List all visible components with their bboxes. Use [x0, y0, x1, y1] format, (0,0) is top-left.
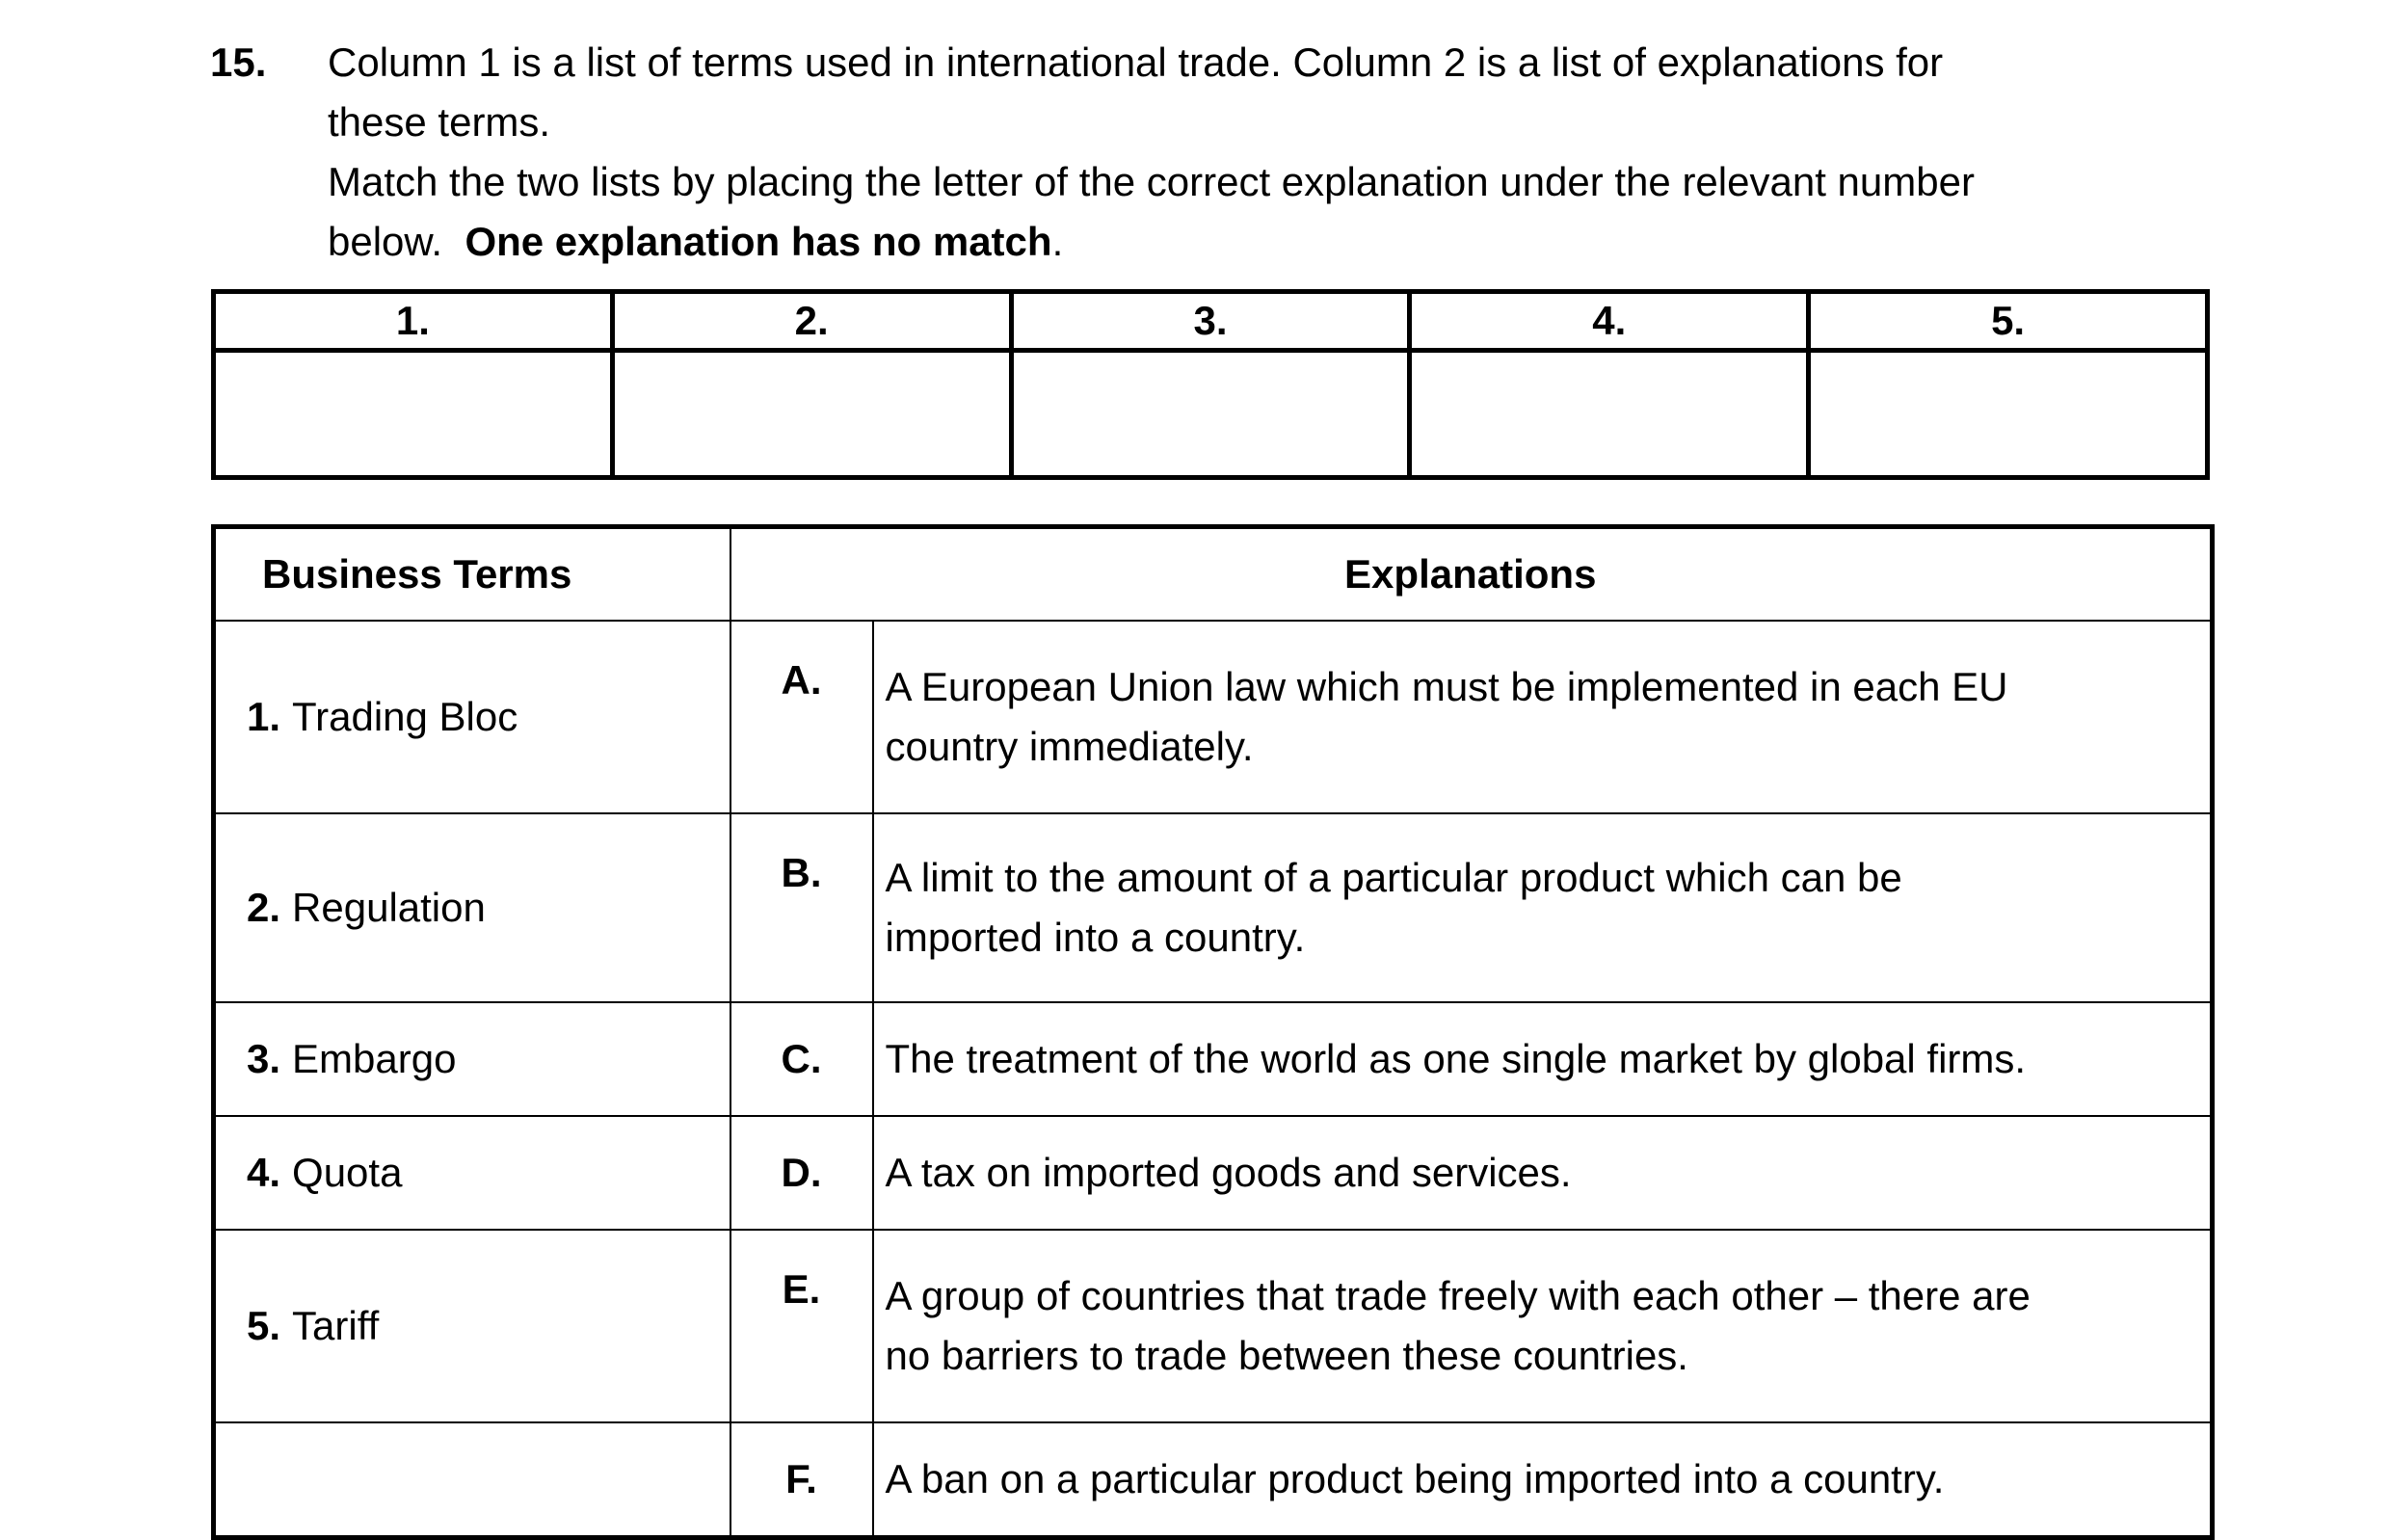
term-number: 2.: [247, 885, 281, 930]
term-cell-5: [214, 1230, 730, 1422]
answer-box-4[interactable]: [1410, 351, 1809, 478]
table-row: [214, 1230, 2213, 1422]
term-label: Quota: [292, 1150, 403, 1195]
instruction-line-4: [328, 212, 2255, 272]
business-terms-header: Business Terms: [214, 527, 730, 622]
table-row: [214, 1002, 2213, 1116]
explanation-line: A ban on a particular product being imported into a country.: [885, 1456, 1945, 1501]
term-cell-empty: [214, 1422, 730, 1538]
question-instructions: [328, 33, 2255, 272]
table-row: [214, 1116, 2213, 1230]
answer-header-2: 2.: [612, 292, 1011, 351]
answer-box-2[interactable]: [612, 351, 1011, 478]
explanation-c: [873, 1002, 2213, 1116]
instruction-line-3: Match the two lists by placing the letter of the correct explanation under the relevant number: [328, 159, 1975, 204]
answer-header-3: 3.: [1011, 292, 1410, 351]
term-cell-3: [214, 1002, 730, 1116]
term-number: 4.: [247, 1150, 281, 1195]
explanation-letter-d: D.: [730, 1116, 873, 1230]
term-number: 1.: [247, 694, 281, 739]
answer-box-3[interactable]: [1011, 351, 1410, 478]
answer-grid-answer-row: [214, 351, 2208, 478]
explanation-d: [873, 1116, 2213, 1230]
explanation-line: A European Union law which must be implemented in each EU: [885, 664, 2008, 709]
answer-header-5: 5.: [1809, 292, 2208, 351]
term-label: Trading Bloc: [292, 694, 518, 739]
explanation-line: A group of countries that trade freely with each other – there are: [885, 1273, 2031, 1318]
answer-box-5[interactable]: [1809, 351, 2208, 478]
explanation-line: A tax on imported goods and services.: [885, 1150, 1572, 1195]
explanation-letter-c: C.: [730, 1002, 873, 1116]
explanation-line: The treatment of the world as one single market by global firms.: [885, 1036, 2027, 1081]
explanation-line: country immediately.: [885, 724, 1254, 769]
no-match-note: One explanation has no match: [465, 219, 1052, 264]
term-number: 3.: [247, 1036, 281, 1081]
explanation-line: A limit to the amount of a particular product which can be: [885, 855, 1902, 900]
instruction-line-4-end: .: [1051, 219, 1064, 264]
term-cell-1: [214, 621, 730, 813]
answer-grid-header-row: [214, 292, 2208, 351]
answer-box-1[interactable]: [214, 351, 613, 478]
table-row: [214, 1422, 2213, 1538]
instruction-line-1: Column 1 is a list of terms used in international trade. Column 2 is a list of explanations for: [328, 40, 1944, 85]
explanation-letter-a: A.: [730, 621, 873, 813]
explanation-letter-b: B.: [730, 813, 873, 1002]
instruction-line-4-start: below.: [328, 219, 443, 264]
explanation-letter-e: E.: [730, 1230, 873, 1422]
answer-grid: [211, 289, 2210, 480]
term-number: 5.: [247, 1303, 281, 1348]
explanations-header: Explanations: [730, 527, 2213, 622]
explanation-line: imported into a country.: [885, 915, 1306, 960]
instruction-line-2: these terms.: [328, 99, 551, 145]
explanation-b: [873, 813, 2213, 1002]
matching-table-header-row: [214, 527, 2213, 622]
term-label: Embargo: [292, 1036, 457, 1081]
answer-header-4: 4.: [1410, 292, 1809, 351]
explanation-e: [873, 1230, 2213, 1422]
explanation-letter-f: F.: [730, 1422, 873, 1538]
answer-header-1: 1.: [214, 292, 613, 351]
explanation-line: no barriers to trade between these countries.: [885, 1333, 1688, 1378]
table-row: [214, 621, 2213, 813]
explanation-a: [873, 621, 2213, 813]
term-cell-2: [214, 813, 730, 1002]
table-row: [214, 813, 2213, 1002]
matching-table: [211, 524, 2215, 1540]
question-number: 15.: [210, 40, 267, 85]
term-cell-4: [214, 1116, 730, 1230]
term-label: Tariff: [292, 1303, 380, 1348]
explanation-f: [873, 1422, 2213, 1538]
term-label: Regulation: [292, 885, 486, 930]
